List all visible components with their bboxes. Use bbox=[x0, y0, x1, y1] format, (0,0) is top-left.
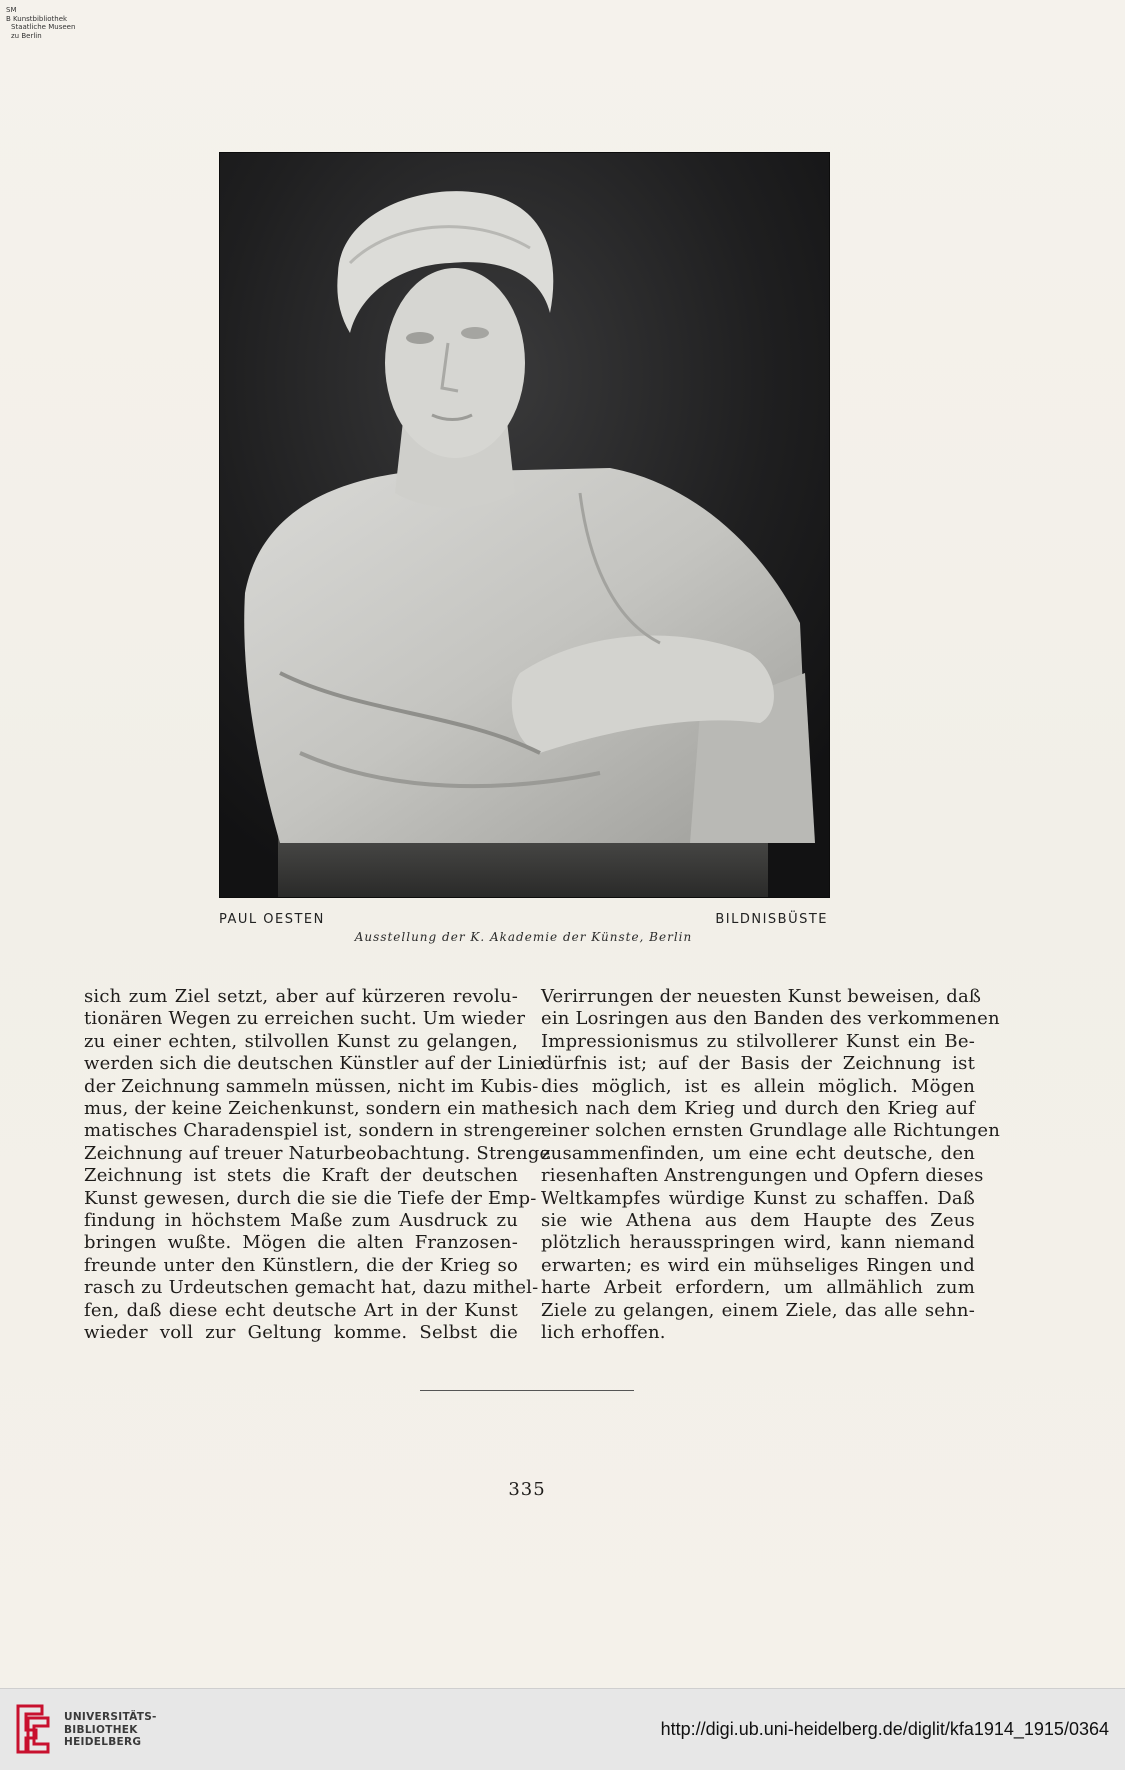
text-line: sich zum Ziel setzt, aber auf kürzeren revolu- bbox=[84, 986, 518, 1007]
text-line: riesenhaften Anstrengungen und Opfern dieses bbox=[541, 1165, 984, 1187]
text-line: werden sich die deutschen Künstler auf der Linie bbox=[84, 1053, 545, 1075]
library-name bbox=[64, 1711, 157, 1749]
work-title-caption: BILDNISBÜSTE bbox=[715, 912, 828, 927]
section-divider bbox=[420, 1390, 634, 1391]
text-line: mus, der keine Zeichenkunst, sondern ein mathe- bbox=[84, 1098, 547, 1120]
page-number: 335 bbox=[508, 1479, 546, 1500]
text-line: freunde unter den Künstlern, die der Krieg so bbox=[84, 1254, 518, 1276]
text-line: bringen wußte. Mögen die alten Franzosen- bbox=[84, 1232, 518, 1254]
stamp-line-3: Staatliche Museen bbox=[11, 23, 76, 31]
text-line: Impressionismus zu stilvollerer Kunst ein Be- bbox=[541, 1030, 975, 1052]
text-line: dürfnis ist; auf der Basis der Zeichnung ist bbox=[541, 1053, 975, 1075]
stamp-line-1: SM bbox=[6, 6, 17, 14]
exhibition-caption: Ausstellung der K. Akademie der Künste, Berlin bbox=[354, 930, 693, 944]
text-line: zusammenfinden, um eine echt deutsche, den bbox=[541, 1142, 975, 1164]
text-line: sich nach dem Krieg und durch den Krieg auf bbox=[541, 1098, 975, 1120]
text-line: rasch zu Urdeutschen gemacht hat, dazu mithel- bbox=[84, 1277, 539, 1299]
digitization-footer bbox=[0, 1688, 1125, 1770]
text-line: fen, daß diese echt deutsche Art in der Kunst bbox=[84, 1299, 518, 1321]
ub-heidelberg-logo-icon bbox=[12, 1700, 54, 1758]
library-stamp bbox=[6, 6, 75, 40]
library-name-line-1: UNIVERSITÄTS- bbox=[64, 1711, 157, 1723]
text-line: erwarten; es wird ein mühseliges Ringen und bbox=[541, 1254, 975, 1276]
text-line: lich erhoffen. bbox=[541, 1322, 666, 1344]
stamp-line-2: B Kunstbibliothek bbox=[6, 14, 68, 23]
text-line: Zeichnung ist stets die Kraft der deutschen bbox=[84, 1165, 518, 1187]
text-line: tionären Wegen zu erreichen sucht. Um wieder bbox=[84, 1008, 526, 1030]
text-line: einer solchen ernsten Grundlage alle Richtungen bbox=[541, 1120, 1001, 1142]
stamp-line-4: zu Berlin bbox=[11, 31, 42, 40]
text-column-left bbox=[84, 986, 551, 1345]
text-line: Ziele zu gelangen, einem Ziele, das alle sehn- bbox=[541, 1299, 975, 1321]
text-column-right bbox=[541, 986, 1001, 1345]
text-line: plötzlich herausspringen wird, kann niemand bbox=[541, 1232, 975, 1254]
text-line: ein Losringen aus den Banden des verkommenen bbox=[541, 1008, 1000, 1030]
text-line: Weltkampfes würdige Kunst zu schaffen. Daß bbox=[541, 1187, 975, 1209]
text-line: Kunst gewesen, durch die sie die Tiefe der Emp- bbox=[84, 1187, 537, 1209]
text-line: harte Arbeit erfordern, um allmählich zum bbox=[541, 1277, 975, 1299]
bust-photograph bbox=[219, 152, 830, 898]
artist-caption: PAUL OESTEN bbox=[219, 912, 325, 927]
text-line: Verirrungen der neuesten Kunst beweisen, daß bbox=[541, 986, 982, 1007]
text-line: zu einer echten, stilvollen Kunst zu gelangen, bbox=[84, 1030, 518, 1052]
text-line: Zeichnung auf treuer Naturbeobachtung. Strenge bbox=[84, 1142, 551, 1164]
text-line: der Zeichnung sammeln müssen, nicht im Kubis- bbox=[84, 1075, 539, 1097]
library-name-line-2: BIBLIOTHEK bbox=[64, 1723, 138, 1736]
text-line: dies möglich, ist es allein möglich. Mögen bbox=[541, 1075, 975, 1097]
text-line: sie wie Athena aus dem Haupte des Zeus bbox=[541, 1210, 975, 1232]
text-line: wieder voll zur Geltung komme. Selbst die bbox=[84, 1322, 518, 1344]
text-line: findung in höchstem Maße zum Ausdruck zu bbox=[84, 1210, 518, 1232]
permalink-url[interactable]: http://digi.ub.uni-heidelberg.de/diglit/kfa1914_1915/0364 bbox=[660, 1719, 1109, 1739]
library-name-line-3: HEIDELBERG bbox=[64, 1736, 142, 1748]
text-line: matisches Charadenspiel ist, sondern in strenger bbox=[84, 1120, 544, 1142]
bust-illustration bbox=[220, 153, 829, 897]
